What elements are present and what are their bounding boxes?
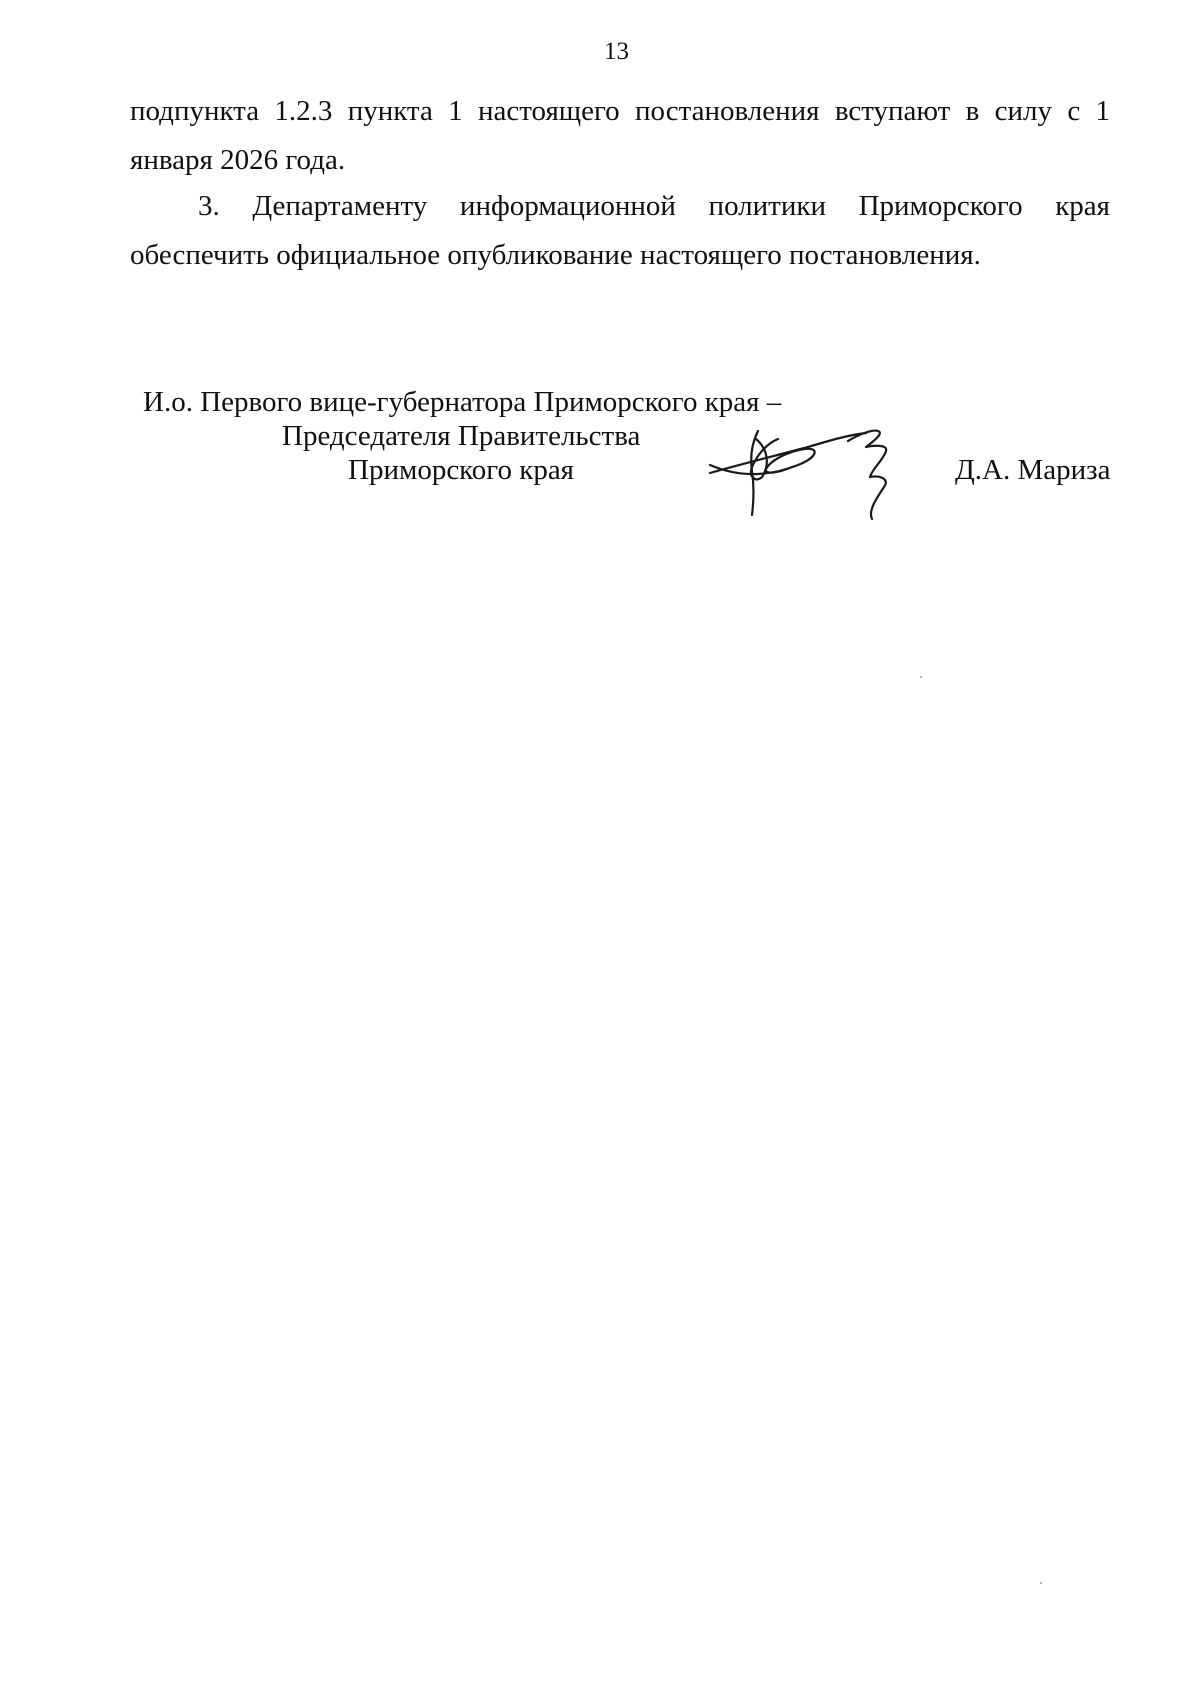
paragraph-item-3-line-1: [130, 182, 1110, 231]
paragraph-continued: подпункта 1.2.3 пункта 1 настоящего постановления вступают в силу с 1 января 2026 года.: [130, 95, 1110, 176]
scan-speck: [1040, 1582, 1042, 1584]
item-number: 3.: [198, 190, 220, 222]
handwritten-signature: [708, 425, 928, 545]
signatory-title-line-3: Приморского края: [348, 454, 575, 486]
scan-speck: [920, 676, 922, 678]
signatory-title-line-1: И.о. Первого вице-губернатора Приморского края –: [143, 386, 782, 418]
signatory-name: Д.А. Мариза: [955, 454, 1111, 486]
page-number: 13: [604, 38, 629, 65]
signatory-title-line-2: Председателя Правительства: [282, 420, 641, 452]
paragraph-item-3-line-2: обеспечить официальное опубликование настоящего постановления.: [130, 239, 981, 271]
item-word: края: [1055, 190, 1110, 222]
item-word: Приморского: [858, 190, 1023, 222]
item-word: информационной: [459, 190, 676, 222]
item-word: Департаменту: [252, 190, 428, 222]
item-word: политики: [708, 190, 826, 222]
paragraph-item-3: [130, 182, 1110, 280]
